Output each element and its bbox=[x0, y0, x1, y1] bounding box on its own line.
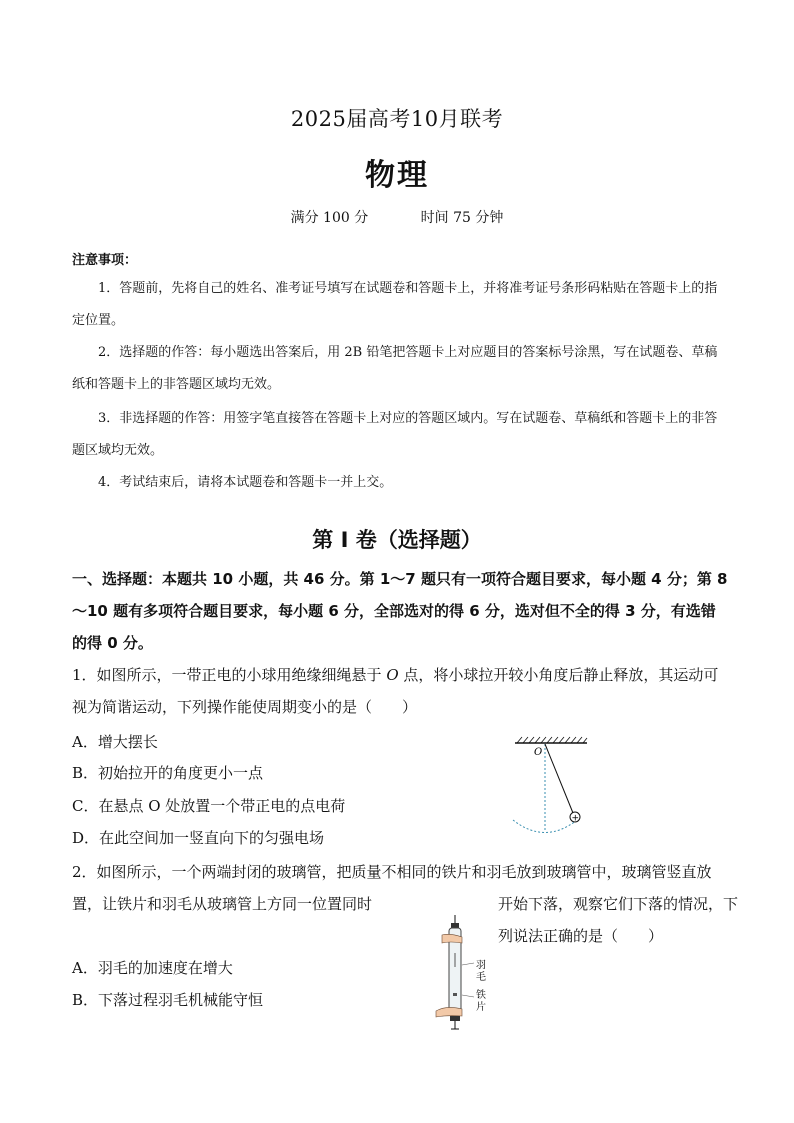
subject-title: 物理 bbox=[365, 158, 429, 193]
q1-option-c: C．在悬点 O 处放置一个带正电的点电荷 bbox=[72, 797, 346, 815]
q1-option-d: D．在此空间加一竖直向下的匀强电场 bbox=[72, 829, 325, 847]
iron-label-2: 片 bbox=[476, 1002, 486, 1013]
feather-label-2: 毛 bbox=[476, 972, 486, 983]
q1-stem-point-o: O bbox=[386, 666, 399, 684]
feather-label-1: 羽 bbox=[476, 960, 486, 971]
notice-item-3: 3．非选择题的作答：用签字笔直接答在答题卡上对应的答题区域内。写在试题卷、草稿纸和答题卡上的非答题区域均无效。 bbox=[72, 411, 718, 458]
charge-plus-sign: + bbox=[571, 813, 580, 824]
notice-item-1: 1．答题前，先将自己的姓名、准考证号填写在试题卷和答题卡上，并将准考证号条形码粘贴在答题卡上的指定位置。 bbox=[72, 281, 718, 328]
tube-bottom-cap bbox=[450, 1016, 460, 1021]
q1-stem-part-b: 点，将小球拉开较小角度后静止释放，其运动可视为简谐运动，下列操作能使周期变小的是（ ） bbox=[72, 666, 719, 716]
string-line bbox=[545, 744, 573, 813]
q1-option-a: A．增大摆长 bbox=[72, 733, 158, 751]
iron-label-1: 铁 bbox=[476, 990, 486, 1001]
exam-title: 2025届高考10月联考 bbox=[290, 107, 504, 131]
iron-pointer bbox=[462, 995, 474, 997]
q2-stem-b: 开始下落，观察它们下落的情况，下列说法正确的是（ ） bbox=[498, 895, 739, 945]
full-score: 满分 100 分 bbox=[290, 210, 369, 226]
exam-meta bbox=[0, 207, 794, 227]
notice-item-4: 4．考试结束后，请将本试题卷和答题卡一并上交。 bbox=[98, 475, 393, 490]
q2-option-a: A．羽毛的加速度在增大 bbox=[72, 959, 233, 977]
glass-tube-figure bbox=[432, 913, 502, 1033]
iron-piece-icon bbox=[453, 993, 457, 996]
pivot-label: O bbox=[534, 747, 543, 758]
notice-item-2: 2．选择题的作答：每小题选出答案后，用 2B 铅笔把答题卡上对应题目的答案标号涂黑，写在试题卷、草稿纸和答题卡上的非答题区域均无效。 bbox=[72, 345, 718, 392]
notice-heading: 注意事项： bbox=[72, 253, 138, 268]
exam-time: 时间 75 分钟 bbox=[420, 210, 504, 226]
tube-top-cap bbox=[451, 923, 459, 928]
section-heading: 第 I 卷（选择题） bbox=[312, 528, 482, 552]
q1-stem-part-a: 1．如图所示，一带正电的小球用绝缘细绳悬于 bbox=[72, 666, 387, 684]
feather-pointer bbox=[462, 963, 474, 965]
q1-stem bbox=[72, 659, 728, 723]
section-instructions: 一、选择题：本题共 10 小题，共 46 分。第 1～7 题只有一项符合题目要求，每小题 4 分；第 8～10 题有多项符合题目要求，每小题 6 分，全部选对的得 6 分，选对但不全的得 3 分，有选错的得 0 分。 bbox=[72, 570, 728, 652]
ceiling-hatch bbox=[517, 737, 587, 743]
pendulum-figure bbox=[505, 735, 605, 840]
q1-option-b: B．初始拉开的角度更小一点 bbox=[72, 764, 264, 782]
q2-stem-a: 2．如图所示，一个两端封闭的玻璃管，把质量不相同的铁片和羽毛放到玻璃管中，玻璃管竖直放置，让铁片和羽毛从玻璃管上方同一位置同时 bbox=[72, 863, 712, 913]
q2-option-b: B．下落过程羽毛机械能守恒 bbox=[72, 991, 264, 1009]
lower-hand-icon bbox=[436, 1007, 462, 1017]
